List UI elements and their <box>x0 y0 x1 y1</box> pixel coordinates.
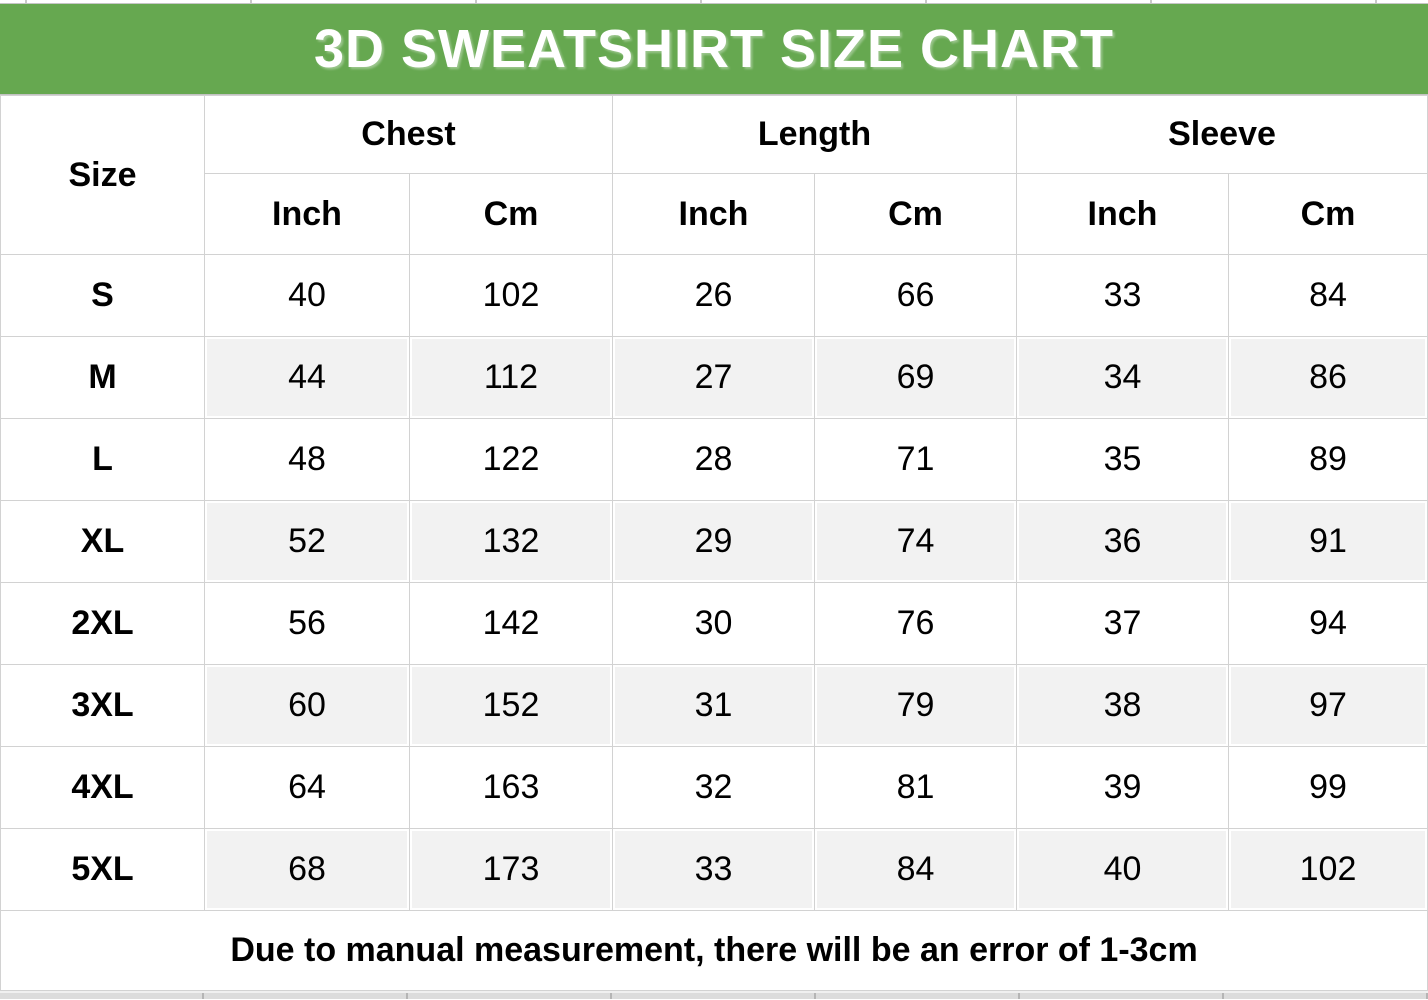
measurement-value: 30 <box>613 583 814 664</box>
unit-header-length-inch: Inch <box>613 174 814 254</box>
measurement-value: 132 <box>410 501 612 582</box>
chart-title: 3D SWEATSHIRT SIZE CHART <box>313 19 1114 79</box>
measurement-value: 64 <box>205 747 409 828</box>
measurement-value: 142 <box>410 583 612 664</box>
measurement-value: 94 <box>1229 583 1427 664</box>
unit-header-length-cm: Cm <box>815 174 1016 254</box>
measurement-value: 36 <box>1017 501 1228 582</box>
measurement-value: 44 <box>205 337 409 418</box>
table-row <box>1 255 1427 336</box>
size-table-body <box>1 255 1427 910</box>
measurement-value: 56 <box>205 583 409 664</box>
table-row <box>1 829 1427 910</box>
group-header-row <box>1 96 1427 173</box>
measurement-value: 74 <box>815 501 1016 582</box>
table-row <box>1 747 1427 828</box>
measurement-value: 97 <box>1229 665 1427 746</box>
measurement-value: 173 <box>410 829 612 910</box>
measurement-value: 102 <box>410 255 612 336</box>
table-row <box>1 583 1427 664</box>
measurement-value: 91 <box>1229 501 1427 582</box>
size-label: XL <box>1 501 204 582</box>
unit-header-chest-cm: Cm <box>410 174 612 254</box>
measurement-value: 26 <box>613 255 814 336</box>
measurement-value: 32 <box>613 747 814 828</box>
unit-header-chest-inch: Inch <box>205 174 409 254</box>
chart-title-bar <box>0 4 1428 95</box>
measurement-value: 38 <box>1017 665 1228 746</box>
measurement-value: 40 <box>205 255 409 336</box>
measurement-value: 33 <box>1017 255 1228 336</box>
measurement-value: 89 <box>1229 419 1427 500</box>
measurement-value: 60 <box>205 665 409 746</box>
measurement-value: 35 <box>1017 419 1228 500</box>
measurement-value: 34 <box>1017 337 1228 418</box>
unit-header-row <box>1 174 1427 254</box>
measurement-note: Due to manual measurement, there will be an error of 1-3cm <box>1 911 1427 990</box>
measurement-value: 84 <box>815 829 1016 910</box>
measurement-value: 37 <box>1017 583 1228 664</box>
measurement-value: 122 <box>410 419 612 500</box>
measurement-value: 66 <box>815 255 1016 336</box>
size-label: L <box>1 419 204 500</box>
table-row <box>1 419 1427 500</box>
measurement-value: 112 <box>410 337 612 418</box>
measurement-value: 68 <box>205 829 409 910</box>
size-label: 3XL <box>1 665 204 746</box>
measurement-value: 52 <box>205 501 409 582</box>
measurement-value: 48 <box>205 419 409 500</box>
measurement-value: 40 <box>1017 829 1228 910</box>
table-row <box>1 665 1427 746</box>
measurement-value: 86 <box>1229 337 1427 418</box>
group-header-sleeve: Sleeve <box>1017 96 1427 173</box>
measurement-value: 29 <box>613 501 814 582</box>
footer-note-row <box>1 911 1427 990</box>
size-column-header: Size <box>1 96 204 254</box>
measurement-value: 102 <box>1229 829 1427 910</box>
measurement-value: 71 <box>815 419 1016 500</box>
measurement-value: 39 <box>1017 747 1228 828</box>
size-label: M <box>1 337 204 418</box>
size-label: 4XL <box>1 747 204 828</box>
measurement-value: 69 <box>815 337 1016 418</box>
measurement-value: 79 <box>815 665 1016 746</box>
table-row <box>1 337 1427 418</box>
group-header-length: Length <box>613 96 1016 173</box>
table-row <box>1 501 1427 582</box>
group-header-chest: Chest <box>205 96 612 173</box>
measurement-value: 33 <box>613 829 814 910</box>
size-label: 2XL <box>1 583 204 664</box>
measurement-value: 84 <box>1229 255 1427 336</box>
measurement-value: 27 <box>613 337 814 418</box>
size-label: S <box>1 255 204 336</box>
measurement-value: 81 <box>815 747 1016 828</box>
unit-header-sleeve-inch: Inch <box>1017 174 1228 254</box>
unit-header-sleeve-cm: Cm <box>1229 174 1427 254</box>
measurement-value: 163 <box>410 747 612 828</box>
size-label: 5XL <box>1 829 204 910</box>
measurement-value: 28 <box>613 419 814 500</box>
measurement-value: 152 <box>410 665 612 746</box>
sheet-gridline-strip-bottom <box>0 991 1428 999</box>
measurement-value: 76 <box>815 583 1016 664</box>
size-table <box>0 95 1428 991</box>
measurement-value: 31 <box>613 665 814 746</box>
measurement-value: 99 <box>1229 747 1427 828</box>
